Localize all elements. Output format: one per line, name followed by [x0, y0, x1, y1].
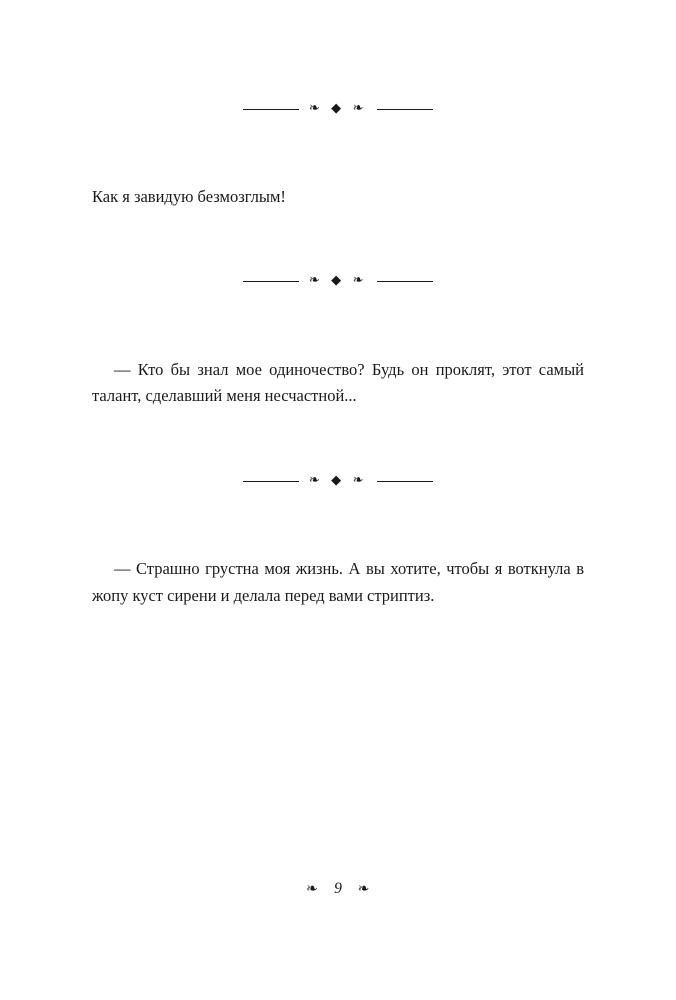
divider-ornament-icon: ❧ ◆ ❧	[308, 100, 368, 116]
divider-rule-right	[377, 481, 433, 482]
page-folio	[0, 880, 676, 898]
ornamental-divider-2	[188, 269, 488, 295]
divider-rule-right	[377, 109, 433, 110]
page-number: 9	[334, 880, 342, 897]
divider-rule-left	[243, 281, 299, 282]
divider-rule-left	[243, 481, 299, 482]
divider-ornament-icon: ❧ ◆ ❧	[308, 472, 368, 488]
divider-rule-right	[377, 281, 433, 282]
spacer	[92, 410, 584, 468]
divider-rule-left	[243, 109, 299, 110]
folio-ornament-right-icon: ❧	[357, 881, 371, 897]
spacer	[92, 211, 584, 269]
spacer	[92, 122, 584, 184]
ornamental-divider-3	[188, 468, 488, 494]
ornamental-divider-1	[188, 96, 488, 122]
quote-paragraph-2: — Кто бы знал мое одиночество? Будь он проклят, этот самый талант, сделавший меня несчастной...	[92, 359, 584, 406]
spacer	[92, 494, 584, 556]
spacer	[92, 295, 584, 357]
folio-ornament-left-icon: ❧	[305, 881, 319, 897]
divider-ornament-icon: ❧ ◆ ❧	[308, 273, 368, 289]
quote-paragraph-1: Как я завидую безмозглым!	[92, 187, 286, 206]
page-content	[92, 96, 584, 610]
quote-paragraph-3: — Страшно грустна моя жизнь. А вы хотите, чтобы я воткнула в жопу куст сирени и делала перед вами стриптиз.	[92, 559, 584, 605]
